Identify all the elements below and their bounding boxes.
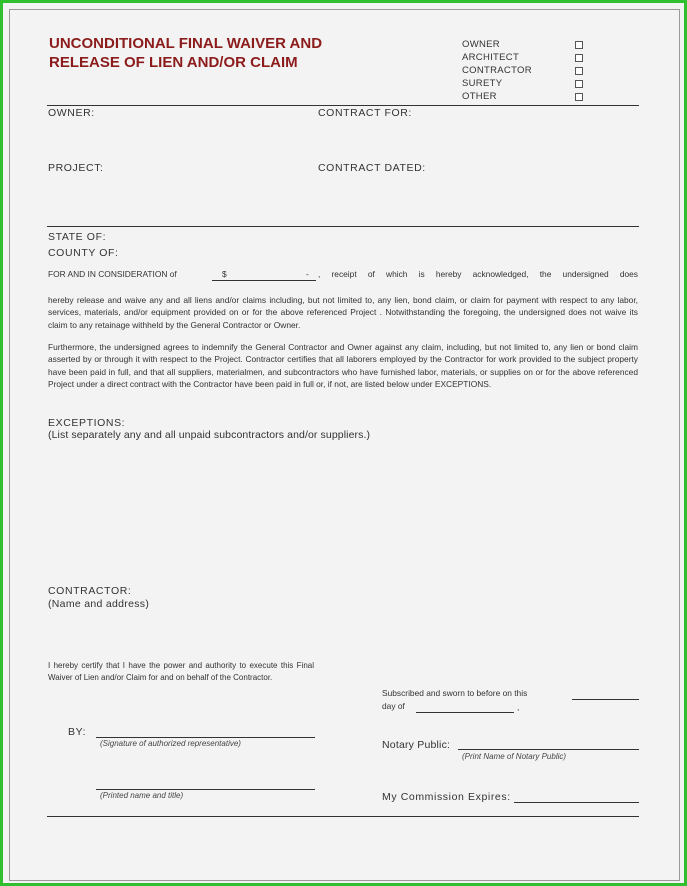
role-row [462,77,583,90]
role-label: OWNER [462,39,500,50]
role-row [462,64,583,77]
notary-public-label: Notary Public: [382,739,451,751]
role-label: CONTRACTOR [462,65,532,76]
role-checkbox[interactable] [575,80,583,88]
day-number-line[interactable] [572,699,639,700]
title-line-2: RELEASE OF LIEN AND/OR CLAIM [49,54,298,71]
document-page [9,9,680,881]
role-checkbox[interactable] [575,41,583,49]
role-label: SURETY [462,78,503,89]
signature-line[interactable] [96,737,315,738]
state-of-label: STATE OF: [48,231,107,243]
role-row [462,90,583,103]
by-label: BY: [68,726,87,738]
notary-name-line[interactable] [458,749,639,750]
role-checklist [462,38,583,103]
consideration-lead: FOR AND IN CONSIDERATION of [48,269,177,279]
project-label: PROJECT: [48,162,104,174]
role-label: OTHER [462,91,497,102]
commission-expires-label: My Commission Expires: [382,791,511,803]
month-line[interactable] [416,712,514,713]
contractor-label: CONTRACTOR: [48,585,132,597]
divider-bottom [47,816,639,817]
printed-name-line[interactable] [96,789,315,790]
role-label: ARCHITECT [462,52,520,63]
divider-middle [47,226,639,227]
release-paragraph: hereby release and waive any and all liens and/or claims including, but not limited to, any lien, bond claim, or claim for payment with respect to any labor, services, materials, and/or equipment provided on or for the above referenced Project . Notwithstanding the foregoing, the undersigned does not waive its claim to any retainage withheld by the General Contractor or Owner. [48,295,638,330]
day-of-comma: , [517,702,520,712]
signature-caption: (Signature of authorized representative) [100,739,241,748]
notary-name-caption: (Print Name of Notary Public) [462,752,567,761]
divider-top [47,105,639,106]
day-of-text: day of [382,701,405,711]
exceptions-label: EXCEPTIONS: [48,417,126,429]
currency-symbol: $ [222,269,227,279]
county-of-label: COUNTY OF: [48,247,119,259]
printed-name-caption: (Printed name and title) [100,791,184,800]
consideration-amount-field[interactable] [212,268,316,281]
contractor-note: (Name and address) [48,598,150,610]
document-title [49,34,369,72]
indemnify-paragraph: Furthermore, the undersigned agrees to indemnify the General Contractor and Owner against any claim, including, but not limited to, any lien or bond claim asserted by or through it with respect to the Project. Contractor certifies that all laborers employed by the Contractor for work provided to the subject property have been paid in full, and that all suppliers, materialmen, and subcontractors who have furnished labor, materials, or supplies on or for the above referenced Project under a direct contract with the Contractor have been paid in full or, if not, are listed below under EXCEPTIONS. [48,342,638,390]
role-row [462,38,583,51]
consideration-tail: , receipt of which is hereby acknowledged, the undersigned does [318,269,638,279]
owner-label: OWNER: [48,107,95,119]
exceptions-note: (List separately any and all unpaid subcontractors and/or suppliers.) [48,429,371,441]
amount-dash: - [306,269,309,279]
role-row [462,51,583,64]
certify-statement: I hereby certify that I have the power and authority to execute this Final Waiver of Lien and/or Claim for and on behalf of the Contractor. [48,661,314,682]
role-checkbox[interactable] [575,67,583,75]
subscribed-text: Subscribed and sworn to before on this [382,688,528,698]
role-checkbox[interactable] [575,93,583,101]
contract-dated-label: CONTRACT DATED: [318,162,426,174]
title-line-1: UNCONDITIONAL FINAL WAIVER AND [49,35,323,52]
role-checkbox[interactable] [575,54,583,62]
contract-for-label: CONTRACT FOR: [318,107,412,119]
commission-date-line[interactable] [514,802,639,803]
